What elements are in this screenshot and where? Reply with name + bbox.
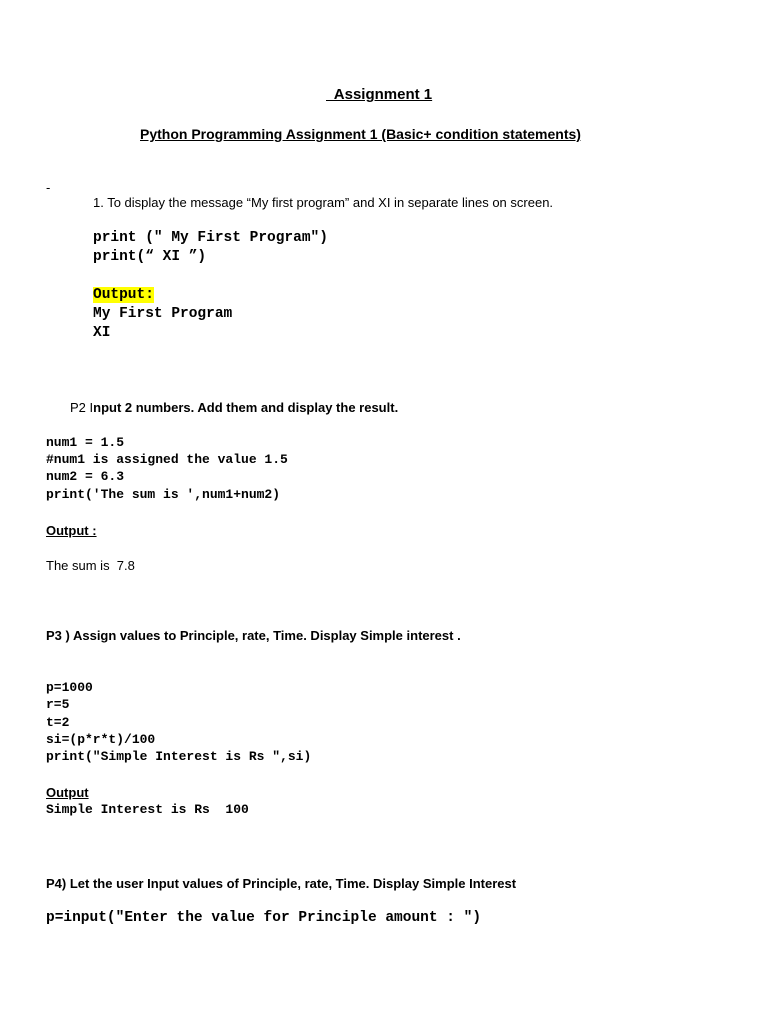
- p3-code-line: si=(p*r*t)/100: [46, 732, 156, 747]
- p1-code-line: print(“ XI ”): [93, 249, 207, 265]
- p2-code-line: print('The sum is ',num1+num2): [46, 487, 281, 502]
- p3-output: Simple Interest is Rs 100: [46, 802, 249, 817]
- p4-question: P4) Let the user Input values of Principle, rate, Time. Display Simple Interest: [46, 876, 517, 891]
- p3-code-line: print("Simple Interest is Rs ",si): [46, 749, 312, 764]
- p3-code-line: r=5: [46, 697, 70, 712]
- p2-output: The sum is 7.8: [46, 558, 135, 573]
- p1-question: 1. To display the message “My first program” and XI in separate lines on screen.: [93, 195, 554, 210]
- p3-code-line: t=2: [46, 715, 70, 730]
- p3-code-line: p=1000: [46, 680, 93, 695]
- p2-code-line: #num1 is assigned the value 1.5: [46, 452, 288, 467]
- p1-code-line: print (" My First Program"): [93, 230, 328, 246]
- page-title: Assignment 1: [326, 86, 433, 103]
- p1-output-line: My First Program: [93, 306, 233, 322]
- p1-output-label: Output:: [93, 287, 154, 303]
- p2-code-line: num1 = 1.5: [46, 435, 125, 450]
- page-subtitle: Python Programming Assignment 1 (Basic+ condition statements): [140, 126, 581, 142]
- p1-output-line: XI: [93, 325, 111, 341]
- p2-question: [70, 400, 398, 415]
- p3-question: P3 ) Assign values to Principle, rate, Time. Display Simple interest .: [46, 628, 461, 643]
- p2-output-label: Output :: [46, 523, 97, 538]
- p4-code-line: p=input("Enter the value for Principle amount : "): [46, 910, 482, 926]
- p3-output-label: Output: [46, 785, 89, 800]
- p2-question-prefix: P2 I: [70, 400, 94, 415]
- stray-mark: -: [46, 180, 51, 195]
- p2-code-line: num2 = 6.3: [46, 469, 125, 484]
- p2-question-rest: nput 2 numbers. Add them and display the result.: [93, 400, 399, 415]
